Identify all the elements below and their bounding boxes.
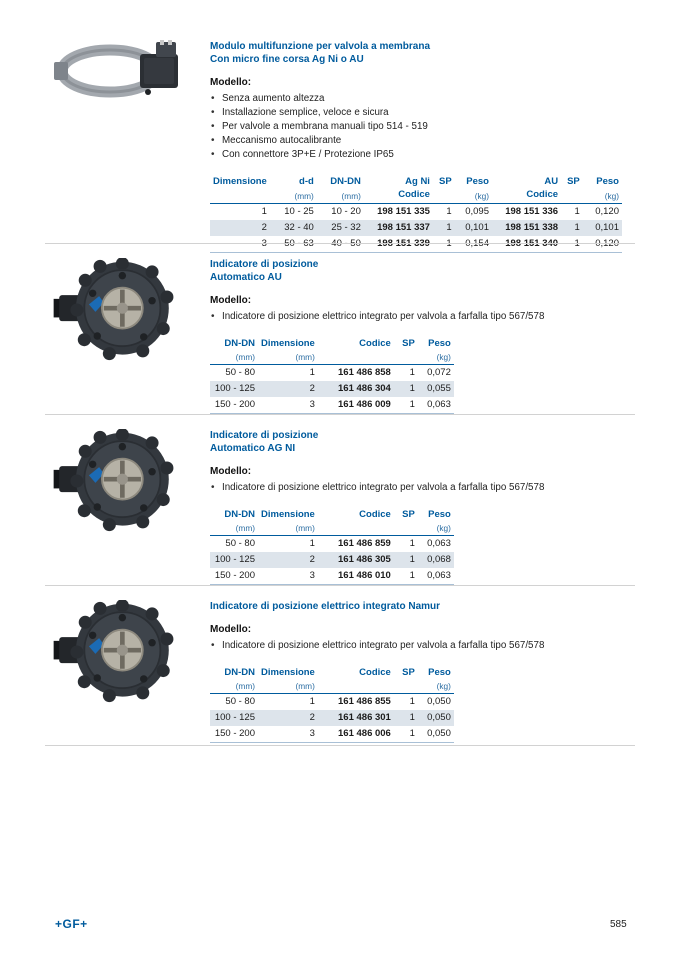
table-cell: 40 - 50 [331,238,361,250]
position-indicator-illustration [52,429,176,533]
table-cell: 2 [309,554,315,566]
table-row [210,397,454,413]
column-header: Peso [428,337,451,349]
table-cell: 198 151 337 [377,222,430,234]
product-image-indicator-agni [52,429,176,538]
table-cell: 1 [309,538,315,550]
position-indicator-illustration [52,258,176,362]
bullet-item: • Indicatore di posizione elettrico integrato per valvola a farfalla tipo 567/578 [211,482,622,495]
section-title [210,258,622,284]
column-subheader: (mm) [210,680,258,694]
table-cell: 150 - 200 [214,398,255,410]
model-label: Modello: [210,77,252,88]
spec-table-indicator-agni [210,508,454,585]
table-cell: 198 151 339 [377,238,430,250]
table-cell: 1 [409,554,415,566]
table-cell: 0,095 [465,206,489,218]
table-cell: 0,050 [427,712,451,724]
section-divider [45,243,635,244]
column-header: Codice [359,508,391,520]
column-header: Peso [428,508,451,520]
column-header: Peso [466,175,489,187]
column-header: Codice [359,666,391,678]
column-header: DN-DN [330,175,361,187]
column-subheader: (kg) [418,680,454,694]
column-header: SP [402,508,415,520]
table-cell: 150 - 200 [214,569,255,581]
table-cell: 0,050 [427,727,451,739]
table-cell: 161 486 304 [338,383,391,395]
table-cell: 0,050 [427,696,451,708]
table-cell: 0,120 [595,238,619,250]
column-header: d-d [299,175,314,187]
column-header: Dimensione [261,337,315,349]
table-row [210,365,454,381]
table-cell: 1 [446,222,452,234]
section-indicator-agni [0,429,678,585]
table-cell: 161 486 858 [338,367,391,379]
table-cell: 3 [261,238,267,250]
column-header: Ag Ni [405,175,430,187]
column-subheader: (kg) [583,188,622,203]
column-header: DN-DN [224,666,255,678]
product-image-indicator-au [52,258,176,367]
table-cell: 0,063 [427,569,451,581]
column-header: SP [567,175,580,187]
column-subheader [210,188,270,203]
table-cell: 198 151 340 [505,238,559,250]
column-subheader: (kg) [455,188,492,203]
table-cell: 1 [446,206,452,218]
table-row [210,536,454,552]
gf-logo: +GF+ [55,917,88,931]
section-divider [45,585,635,586]
column-header: Dimensione [261,666,315,678]
column-subheader [394,522,418,536]
table-cell: 1 [409,383,415,395]
column-header: DN-DN [224,337,255,349]
bullet-item: • Per valvole a membrana manuali tipo 514 - 519 [211,121,622,134]
column-header: Dimensione [261,508,315,520]
title-line-2: Automatico AU [210,272,282,283]
table-cell: 0,120 [595,206,619,218]
column-header: DN-DN [224,508,255,520]
column-subheader: (mm) [258,522,318,536]
feature-list [211,311,622,324]
column-header: SP [402,666,415,678]
column-subheader [318,680,394,694]
table-cell: 25 - 32 [331,222,361,234]
section-divider [45,745,635,746]
table-cell: 161 486 859 [338,538,391,550]
table-cell: 198 151 335 [377,206,430,218]
table-cell: 1 [409,538,415,550]
table-cell: 1 [261,206,267,218]
table-cell: 0,055 [427,383,451,395]
table-cell: 3 [309,569,315,581]
table-cell: 32 - 40 [284,222,314,234]
table-cell: 198 151 338 [505,222,559,234]
section-multifunction-module [0,40,678,253]
table-cell: 1 [574,238,580,250]
bullet-item: • Senza aumento altezza [211,93,622,106]
column-subheader [394,351,418,365]
table-cell: 3 [309,398,315,410]
bullet-item: • Indicatore di posizione elettrico integrato per valvola a farfalla tipo 567/578 [211,311,622,324]
title-line-1: Indicatore di posizione elettrico integrato Namur [210,601,441,612]
bullet-item: • Meccanismo autocalibrante [211,135,622,148]
column-subheader: (mm) [210,522,258,536]
column-subheader [318,351,394,365]
column-header: AU [544,175,559,187]
bullet-item: • Con connettore 3P+E / Protezione IP65 [211,149,622,162]
table-cell: 50 - 63 [284,238,314,250]
column-subheader: (mm) [258,351,318,365]
table-cell: 1 [409,727,415,739]
multifunction-module-illustration [52,40,187,102]
section-divider [45,414,635,415]
spec-table-indicator-namur [210,666,454,743]
model-label: Modello: [210,624,252,635]
table-row [210,726,454,742]
table-cell: 150 - 200 [214,727,255,739]
column-subheader: (mm) [317,188,364,203]
table-row [210,236,622,252]
column-subheader: Codice [364,188,433,203]
table-cell: 161 486 010 [338,569,391,581]
table-cell: 50 - 80 [225,538,255,550]
table-row [210,381,454,397]
table-cell: 1 [409,696,415,708]
column-subheader: (mm) [258,680,318,694]
table-cell: 0,063 [427,538,451,550]
table-cell: 1 [309,367,315,379]
section-title [210,40,622,66]
table-cell: 10 - 20 [331,206,361,218]
table-row [210,552,454,568]
feature-list [211,640,622,653]
spec-table-indicator-au [210,337,454,414]
page-number: 585 [610,919,627,930]
title-line-1: Indicatore di posizione [210,430,319,441]
table-row [210,710,454,726]
table-row [210,204,622,220]
table-cell: 161 486 855 [338,696,391,708]
table-cell: 1 [409,712,415,724]
table-cell: 0,063 [427,398,451,410]
table-cell: 0,068 [427,554,451,566]
model-label: Modello: [210,466,252,477]
table-cell: 50 - 80 [225,696,255,708]
table-cell: 3 [309,727,315,739]
title-line-1: Indicatore di posizione [210,259,319,270]
table-cell: 10 - 25 [284,206,314,218]
column-subheader: (kg) [418,522,454,536]
title-line-1: Modulo multifunzione per valvola a membrana [210,41,431,52]
spec-table-multifunction [210,175,622,253]
table-cell: 2 [261,222,267,234]
title-line-2: Automatico AG NI [210,443,296,454]
table-cell: 1 [409,398,415,410]
table-cell: 100 - 125 [214,383,255,395]
column-header: Peso [596,175,619,187]
section-indicator-au [0,258,678,414]
bullet-item: • Indicatore di posizione elettrico integrato per valvola a farfalla tipo 567/578 [211,640,622,653]
section-indicator-namur [0,600,678,743]
table-cell: 100 - 125 [214,712,255,724]
table-cell: 198 151 336 [505,206,559,218]
table-cell: 1 [446,238,452,250]
bullet-item: • Installazione semplice, veloce e sicura [211,107,622,120]
column-header: Dimensione [213,175,267,187]
feature-list [211,93,622,162]
table-row [210,694,454,710]
column-subheader [433,188,455,203]
column-header: Peso [428,666,451,678]
column-subheader [318,522,394,536]
section-title [210,600,622,613]
feature-list [211,482,622,495]
table-cell: 50 - 80 [225,367,255,379]
section-title [210,429,622,455]
column-subheader [394,680,418,694]
table-cell: 1 [409,367,415,379]
column-subheader: (mm) [210,351,258,365]
table-cell: 0,154 [465,238,489,250]
product-image-multifunction-module [52,40,187,107]
table-cell: 2 [309,383,315,395]
table-cell: 2 [309,712,315,724]
table-cell: 0,072 [427,367,451,379]
model-label: Modello: [210,295,252,306]
table-cell: 100 - 125 [214,554,255,566]
table-cell: 161 486 305 [338,554,391,566]
table-cell: 1 [309,696,315,708]
product-image-indicator-namur [52,600,176,709]
position-indicator-illustration [52,600,176,704]
table-cell: 1 [574,222,580,234]
column-header: Codice [359,337,391,349]
column-subheader: (kg) [418,351,454,365]
column-header: SP [438,175,452,187]
table-cell: 161 486 301 [338,712,391,724]
table-cell: 1 [409,569,415,581]
column-subheader: (mm) [270,188,317,203]
table-row [210,568,454,584]
table-cell: 0,101 [465,222,489,234]
table-row [210,220,622,236]
table-cell: 1 [574,206,580,218]
table-cell: 161 486 009 [338,398,391,410]
column-header: SP [402,337,415,349]
column-subheader [561,188,583,203]
column-subheader: Codice [492,188,561,203]
table-cell: 161 486 006 [338,727,391,739]
table-cell: 0,101 [595,222,619,234]
title-line-2: Con micro fine corsa Ag Ni o AU [210,54,364,65]
